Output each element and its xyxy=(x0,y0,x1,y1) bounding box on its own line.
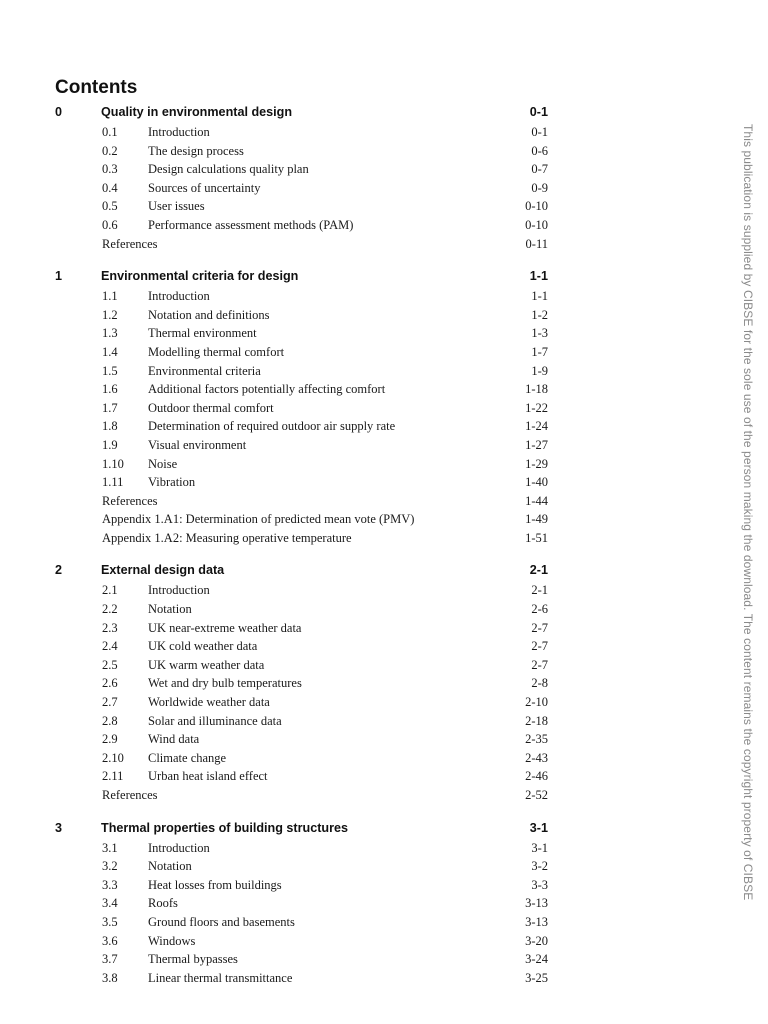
chapter-page: 0-1 xyxy=(529,105,548,119)
toc-entry[interactable] xyxy=(55,197,548,216)
toc-entry[interactable] xyxy=(55,693,548,712)
toc-chapter xyxy=(55,266,548,547)
section-number: 0.6 xyxy=(102,217,118,232)
section-number: 3.2 xyxy=(102,859,118,874)
section-page: 1-22 xyxy=(525,400,548,415)
section-number: 1.9 xyxy=(102,437,118,452)
section-number: 1.4 xyxy=(102,344,118,359)
section-page: 2-43 xyxy=(525,750,548,765)
chapter-title: Thermal properties of building structures xyxy=(101,820,349,835)
section-title: Introduction xyxy=(148,840,210,855)
section-number: 0.2 xyxy=(102,143,118,158)
section-title: Urban heat island effect xyxy=(148,769,268,784)
section-number: 1.6 xyxy=(102,382,118,397)
section-title: Climate change xyxy=(148,750,227,765)
toc-entry[interactable] xyxy=(55,216,548,235)
toc-entry[interactable] xyxy=(55,600,548,619)
section-number: 1.3 xyxy=(102,326,118,341)
toc-entry[interactable] xyxy=(55,839,548,858)
toc-chapter xyxy=(55,102,548,253)
section-number: 1.8 xyxy=(102,419,118,434)
chapter-heading[interactable] xyxy=(55,560,548,581)
section-title: References xyxy=(102,493,158,508)
section-title: Environmental criteria xyxy=(148,363,261,378)
section-page: 3-25 xyxy=(525,970,548,985)
section-number: 2.1 xyxy=(102,583,118,598)
toc-entry[interactable] xyxy=(55,417,548,436)
section-title: Windows xyxy=(148,933,196,948)
section-number: 1.7 xyxy=(102,400,118,415)
page-title: Contents xyxy=(55,76,138,98)
section-page: 3-24 xyxy=(525,952,548,967)
section-page: 1-24 xyxy=(525,419,548,434)
section-title: Wind data xyxy=(148,732,200,747)
toc-entry[interactable] xyxy=(55,969,548,988)
section-page: 1-2 xyxy=(531,307,548,322)
chapter-number: 3 xyxy=(55,820,63,835)
section-page: 2-18 xyxy=(525,713,548,728)
section-page: 0-10 xyxy=(525,199,548,214)
section-title: Thermal bypasses xyxy=(148,952,238,967)
toc-entry[interactable] xyxy=(55,510,548,529)
toc-entry[interactable] xyxy=(55,529,548,548)
toc-entry[interactable] xyxy=(55,619,548,638)
section-page: 1-29 xyxy=(525,456,548,471)
section-title: Visual environment xyxy=(148,437,247,452)
toc-chapter xyxy=(55,818,548,988)
section-number: 1.2 xyxy=(102,307,118,322)
section-title: UK warm weather data xyxy=(148,657,265,672)
section-title: Heat losses from buildings xyxy=(148,877,282,892)
toc-entry[interactable] xyxy=(55,749,548,768)
section-title: Wet and dry bulb temperatures xyxy=(148,676,302,691)
section-title: User issues xyxy=(148,199,205,214)
section-number: 0.1 xyxy=(102,125,118,139)
section-page: 2-52 xyxy=(525,788,548,802)
section-page: 1-18 xyxy=(525,382,548,397)
chapter-number: 0 xyxy=(55,105,63,119)
section-number: 2.9 xyxy=(102,732,118,747)
section-title: Vibration xyxy=(148,475,196,490)
chapter-page: 1-1 xyxy=(529,269,548,284)
section-page: 3-13 xyxy=(525,896,548,911)
section-title: Introduction xyxy=(148,125,210,139)
section-page: 2-8 xyxy=(531,676,548,691)
section-title: Determination of required outdoor air supply rate xyxy=(148,419,396,434)
toc-entry[interactable] xyxy=(55,492,548,511)
chapter-heading[interactable] xyxy=(55,818,548,839)
toc-entry[interactable] xyxy=(55,123,548,142)
table-of-contents xyxy=(55,102,548,1000)
toc-entry[interactable] xyxy=(55,399,548,418)
section-title: Linear thermal transmittance xyxy=(148,970,293,985)
toc-entry[interactable] xyxy=(55,876,548,895)
copyright-notice: This publication is supplied by CIBSE for the sole use of the person making the download. The content remains the copyright property of CIBSE xyxy=(741,124,755,901)
chapter-heading[interactable] xyxy=(55,102,548,123)
section-number: 0.3 xyxy=(102,162,118,177)
section-number: 0.5 xyxy=(102,199,118,214)
toc-entry[interactable] xyxy=(55,160,548,179)
section-page: 3-1 xyxy=(531,840,548,855)
section-title: Solar and illuminance data xyxy=(148,713,282,728)
toc-entry[interactable] xyxy=(55,142,548,161)
section-title: References xyxy=(102,788,158,802)
section-number: 1.10 xyxy=(102,456,124,471)
section-title: Thermal environment xyxy=(148,326,257,341)
section-page: 0-7 xyxy=(531,162,548,177)
section-title: Additional factors potentially affecting comfort xyxy=(148,382,386,397)
section-number: 2.2 xyxy=(102,602,118,617)
section-number: 3.1 xyxy=(102,840,118,855)
section-title: Introduction xyxy=(148,289,210,304)
chapter-title: Quality in environmental design xyxy=(101,105,293,119)
section-page: 0-11 xyxy=(525,236,548,251)
toc-entry[interactable] xyxy=(55,786,548,805)
section-title: UK cold weather data xyxy=(148,639,258,654)
toc-entry[interactable] xyxy=(55,455,548,474)
toc-entry[interactable] xyxy=(55,436,548,455)
section-number: 2.7 xyxy=(102,695,118,710)
section-page: 2-6 xyxy=(531,602,548,617)
toc-entry[interactable] xyxy=(55,656,548,675)
section-number: 0.4 xyxy=(102,180,118,195)
toc-entry[interactable] xyxy=(55,380,548,399)
section-page: 1-9 xyxy=(531,363,548,378)
section-page: 2-10 xyxy=(525,695,548,710)
section-title: Notation xyxy=(148,859,192,874)
toc-entry[interactable] xyxy=(55,362,548,381)
section-title: Notation and definitions xyxy=(148,307,270,322)
section-page: 3-3 xyxy=(531,877,548,892)
section-number: 1.1 xyxy=(102,289,118,304)
toc-entry[interactable] xyxy=(55,913,548,932)
section-number: 3.7 xyxy=(102,952,118,967)
section-title: The design process xyxy=(148,143,244,158)
chapter-number: 1 xyxy=(55,269,63,284)
section-title: Appendix 1.A2: Measuring operative temperature xyxy=(102,530,352,545)
toc-entry[interactable] xyxy=(55,932,548,951)
chapter-page: 3-1 xyxy=(529,820,548,835)
section-number: 2.4 xyxy=(102,639,118,654)
section-title: Notation xyxy=(148,602,192,617)
section-number: 3.4 xyxy=(102,896,118,911)
section-title: Noise xyxy=(148,456,178,471)
toc-entry[interactable] xyxy=(55,287,548,306)
section-page: 1-49 xyxy=(525,512,548,527)
section-title: UK near-extreme weather data xyxy=(148,620,302,635)
section-page: 1-40 xyxy=(525,475,548,490)
section-page: 3-13 xyxy=(525,914,548,929)
section-page: 1-1 xyxy=(531,289,548,304)
section-page: 2-7 xyxy=(531,639,548,654)
section-page: 1-3 xyxy=(531,326,548,341)
toc-entry[interactable] xyxy=(55,235,548,254)
section-number: 3.3 xyxy=(102,877,118,892)
section-page: 2-1 xyxy=(531,583,548,598)
section-page: 3-2 xyxy=(531,859,548,874)
section-number: 3.5 xyxy=(102,914,118,929)
section-page: 2-7 xyxy=(531,657,548,672)
section-page: 0-6 xyxy=(531,143,548,158)
toc-entry[interactable] xyxy=(55,950,548,969)
toc-entry[interactable] xyxy=(55,674,548,693)
section-number: 2.8 xyxy=(102,713,118,728)
section-page: 1-51 xyxy=(525,530,548,545)
section-page: 0-9 xyxy=(531,180,548,195)
section-title: References xyxy=(102,236,158,251)
toc-entry[interactable] xyxy=(55,730,548,749)
toc-entry[interactable] xyxy=(55,857,548,876)
chapter-heading[interactable] xyxy=(55,266,548,287)
section-page: 1-7 xyxy=(531,344,548,359)
section-page: 2-7 xyxy=(531,620,548,635)
section-title: Modelling thermal comfort xyxy=(148,344,285,359)
section-page: 0-10 xyxy=(525,217,548,232)
chapter-title: Environmental criteria for design xyxy=(101,269,299,284)
toc-entry[interactable] xyxy=(55,767,548,786)
chapter-number: 2 xyxy=(55,563,63,578)
toc-entry[interactable] xyxy=(55,343,548,362)
section-page: 1-44 xyxy=(525,493,548,508)
section-number: 2.11 xyxy=(102,769,124,784)
section-number: 3.8 xyxy=(102,970,118,985)
section-title: Outdoor thermal comfort xyxy=(148,400,274,415)
section-page: 2-35 xyxy=(525,732,548,747)
toc-entry[interactable] xyxy=(55,712,548,731)
toc-chapter xyxy=(55,560,548,804)
section-title: Roofs xyxy=(148,896,178,911)
toc-entry[interactable] xyxy=(55,179,548,198)
section-number: 2.3 xyxy=(102,620,118,635)
toc-entry[interactable] xyxy=(55,324,548,343)
section-title: Appendix 1.A1: Determination of predicted mean vote (PMV) xyxy=(102,512,415,527)
toc-entry[interactable] xyxy=(55,306,548,325)
section-page: 0-1 xyxy=(531,125,548,139)
section-page: 3-20 xyxy=(525,933,548,948)
toc-entry[interactable] xyxy=(55,473,548,492)
section-number: 1.5 xyxy=(102,363,118,378)
section-page: 2-46 xyxy=(525,769,548,784)
section-title: Introduction xyxy=(148,583,210,598)
section-number: 3.6 xyxy=(102,933,118,948)
section-number: 2.5 xyxy=(102,657,118,672)
toc-entry[interactable] xyxy=(55,894,548,913)
section-title: Worldwide weather data xyxy=(148,695,270,710)
toc-entry[interactable] xyxy=(55,637,548,656)
section-title: Sources of uncertainty xyxy=(148,180,261,195)
section-page: 1-27 xyxy=(525,437,548,452)
section-number: 2.6 xyxy=(102,676,118,691)
section-number: 2.10 xyxy=(102,750,124,765)
toc-entry[interactable] xyxy=(55,581,548,600)
section-title: Design calculations quality plan xyxy=(148,162,309,177)
section-number: 1.11 xyxy=(102,475,124,490)
chapter-page: 2-1 xyxy=(529,563,548,578)
section-title: Ground floors and basements xyxy=(148,914,295,929)
section-title: Performance assessment methods (PAM) xyxy=(148,217,354,232)
chapter-title: External design data xyxy=(101,563,225,578)
